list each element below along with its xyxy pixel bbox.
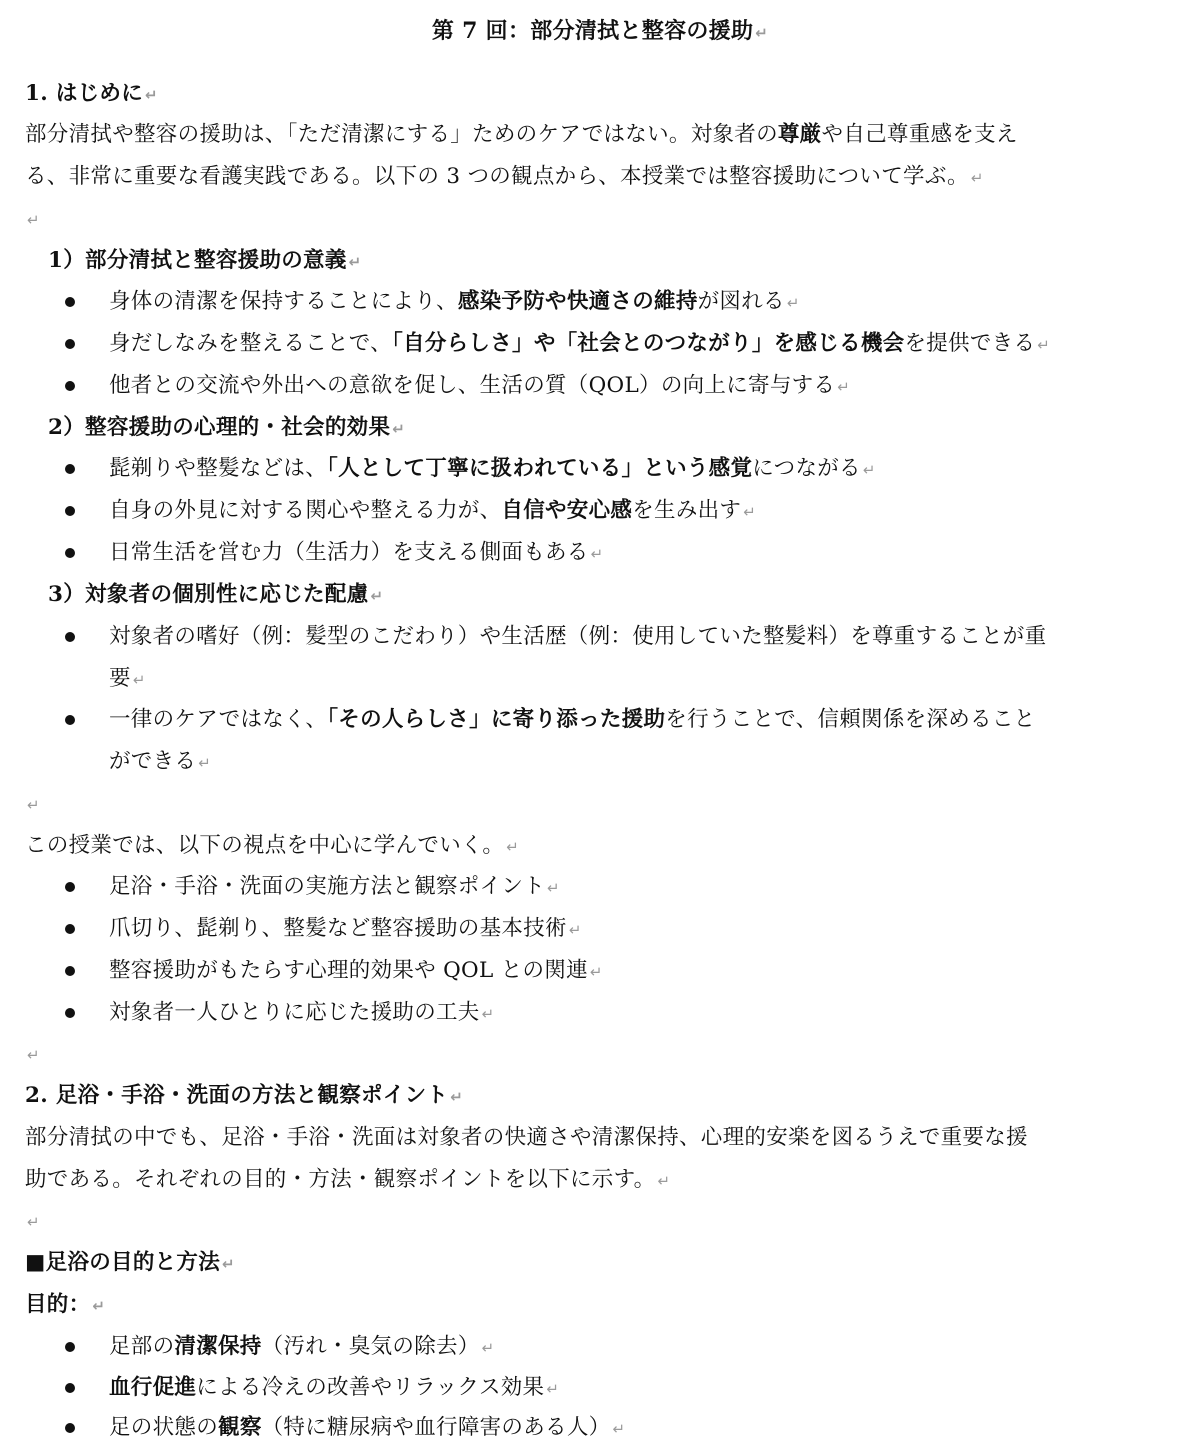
bullet-text-continuation: ができる ↵ — [109, 749, 212, 774]
bullet-text: 対象者の嗜好（例：髪型のこだわり）や生活歴（例：使用していた整髪料）を尊重することが重 — [109, 624, 1047, 649]
subsection-3-heading: 3）対象者の個別性に応じた配慮 ↵ — [48, 582, 384, 607]
bullet-text: 足浴・手浴・洗面の実施方法と観察ポイント ↵ — [109, 874, 560, 899]
bullet-dot — [65, 381, 75, 391]
bullet-dot — [65, 1383, 75, 1393]
bullet-text: 自身の外見に対する関心や整える力が、自信や安心感を生み出す ↵ — [109, 498, 757, 523]
bullet-text: 身体の清潔を保持することにより、感染予防や快適さの維持が図れる ↵ — [109, 289, 800, 314]
bullet-dot — [65, 632, 75, 642]
section-2-intro-line-1: 部分清拭の中でも、足浴・手浴・洗面は対象者の快適さや清潔保持、心理的安楽を図るうえで重要な援 — [25, 1125, 1028, 1150]
empty-paragraph: ↵ — [27, 211, 40, 229]
bullet-text: 爪切り、髭剃り、整髪など整容援助の基本技術 ↵ — [109, 916, 582, 941]
bullet-dot — [65, 548, 75, 558]
document-title: 第 7 回：部分清拭と整容の援助 ↵ — [431, 18, 769, 44]
bullet-text: 他者との交流や外出への意欲を促し、生活の質（QOL）の向上に寄与する ↵ — [109, 373, 851, 398]
bullet-dot — [65, 882, 75, 892]
empty-paragraph: ↵ — [27, 1046, 40, 1064]
empty-paragraph: ↵ — [27, 1213, 40, 1231]
section-1-heading: 1. はじめに ↵ — [25, 81, 158, 106]
bullet-dot — [65, 1342, 75, 1352]
bullet-text: 足の状態の観察（特に糖尿病や血行障害のある人） ↵ — [109, 1415, 626, 1440]
bullet-dot — [65, 297, 75, 307]
bullet-text: 髭剃りや整髪などは、「人として丁寧に扱われている」という感覚につながる ↵ — [109, 456, 876, 481]
intro-paragraph-line-1: 部分清拭や整容の援助は、「ただ清潔にする」ためのケアではない。対象者の尊厳や自己尊重感を支え — [25, 122, 1018, 147]
bullet-dot — [65, 924, 75, 934]
subsection-1-heading: 1）部分清拭と整容援助の意義 ↵ — [48, 248, 362, 273]
bullet-text: 血行促進による冷えの改善やリラックス効果 ↵ — [109, 1375, 560, 1400]
bullet-text: 対象者一人ひとりに応じた援助の工夫 ↵ — [109, 1000, 495, 1025]
bullet-dot — [65, 1008, 75, 1018]
bullet-dot — [65, 339, 75, 349]
lesson-intro: この授業では、以下の視点を中心に学んでいく。 ↵ — [25, 833, 520, 858]
bullet-text-continuation: 要 ↵ — [109, 666, 146, 691]
intro-paragraph-line-2: る、非常に重要な看護実践である。以下の 3 つの観点から、本授業では整容援助について学ぶ。 ↵ — [25, 164, 984, 189]
purpose-label: 目的： ↵ — [25, 1292, 106, 1317]
subsection-2-heading: 2）整容援助の心理的・社会的効果 ↵ — [48, 415, 406, 440]
bullet-text: 身だしなみを整えることで、「自分らしさ」や「社会とのつながり」を感じる機会を提供できる ↵ — [109, 331, 1051, 356]
section-2-heading: 2. 足浴・手浴・洗面の方法と観察ポイント ↵ — [25, 1083, 464, 1108]
bullet-dot — [65, 506, 75, 516]
bullet-text: 日常生活を営む力（生活力）を支える側面もある ↵ — [109, 540, 604, 565]
empty-paragraph: ↵ — [27, 796, 40, 814]
section-2-intro-line-2: 助である。それぞれの目的・方法・観察ポイントを以下に示す。 ↵ — [25, 1167, 671, 1192]
bullet-dot — [65, 464, 75, 474]
bullet-text: 一律のケアではなく、「その人らしさ」に寄り添った援助を行うことで、信頼関係を深めること — [109, 707, 1036, 732]
bullet-text: 整容援助がもたらす心理的効果や QOL との関連 ↵ — [109, 958, 603, 983]
footbath-heading: ■足浴の目的と方法 ↵ — [25, 1250, 235, 1275]
bullet-dot — [65, 1423, 75, 1433]
bullet-dot — [65, 966, 75, 976]
bullet-text: 足部の清潔保持（汚れ・臭気の除去） ↵ — [109, 1334, 495, 1359]
bullet-dot — [65, 715, 75, 725]
